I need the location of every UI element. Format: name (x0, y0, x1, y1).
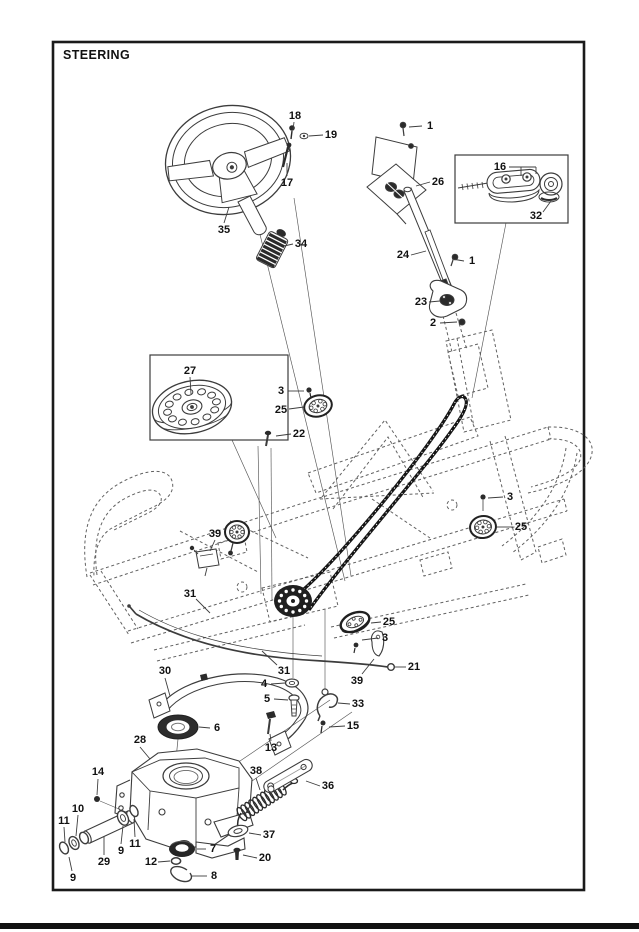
part-callout-19: 19 (324, 129, 338, 141)
part-callout-23: 23 (414, 296, 428, 308)
part-callout-9: 9 (69, 872, 77, 884)
bolt-13 (266, 711, 276, 734)
leader-line-12 (158, 861, 170, 862)
part-callout-16: 16 (493, 161, 507, 173)
part-callout-4: 4 (260, 678, 268, 690)
part-callout-31: 31 (277, 665, 291, 677)
pulley-detail-inset (147, 355, 288, 441)
leader-line-20 (243, 855, 257, 858)
part-callout-11: 11 (58, 815, 70, 827)
leader-line-37 (249, 833, 261, 835)
part-callout-27: 27 (183, 365, 197, 377)
part-callout-21: 21 (407, 661, 421, 673)
leader-line-25 (289, 407, 304, 409)
part-callout-26: 26 (431, 176, 445, 188)
page-title: STEERING (63, 48, 131, 62)
leader-line-6 (199, 727, 210, 728)
part-callout-30: 30 (158, 665, 172, 677)
part-callout-6: 6 (213, 722, 221, 734)
part-callout-25: 25 (514, 521, 528, 533)
part-callout-9: 9 (117, 845, 125, 857)
support-strap-30 (149, 674, 308, 756)
bolt-2 (459, 319, 465, 325)
part-callout-33: 33 (351, 698, 365, 710)
leader-line-3 (488, 497, 503, 498)
part-callout-14: 14 (91, 766, 105, 778)
part-callout-37: 37 (262, 829, 276, 841)
part-callout-36: 36 (321, 780, 335, 792)
part-callout-7: 7 (209, 843, 217, 855)
screw-20 (233, 848, 240, 860)
washer-11-left (58, 841, 70, 856)
part-callout-1: 1 (426, 120, 434, 132)
cable-end-eyelet (388, 664, 395, 671)
leader-line-9 (69, 857, 72, 871)
bolt-14 (94, 796, 100, 802)
leader-line-4 (271, 683, 285, 684)
part-callout-5: 5 (263, 693, 271, 705)
washer-4 (286, 679, 299, 687)
part-callout-3: 3 (381, 632, 389, 644)
hook-33 (317, 689, 337, 721)
leader-line-38 (256, 778, 260, 790)
part-callout-11: 11 (129, 838, 141, 850)
leader-line-1 (409, 126, 422, 127)
sensor-bracket-39-upper (190, 546, 219, 576)
leader-line-5 (274, 699, 288, 700)
link-bar-36 (262, 757, 315, 794)
leader-line-11 (64, 827, 65, 842)
part-callout-17: 17 (280, 177, 294, 189)
part-callout-24: 24 (396, 249, 410, 261)
part-callout-28: 28 (133, 734, 147, 746)
screw-1-upper (400, 122, 406, 128)
part-callout-18: 18 (288, 110, 302, 122)
steering-shaft-assembly (367, 122, 467, 325)
retaining-ring-8 (171, 867, 192, 882)
leader-line-31 (262, 651, 277, 665)
part-callout-8: 8 (210, 870, 218, 882)
leader-line-39 (362, 659, 374, 674)
part-callout-38: 38 (249, 765, 263, 777)
pivot-shaft-29 (82, 810, 137, 845)
leader-line-25 (371, 622, 381, 623)
leader-line-14 (97, 779, 98, 795)
leader-line-28 (140, 747, 150, 759)
idler-pulley-top (302, 392, 334, 420)
cap-7 (169, 841, 195, 857)
screw-18 (289, 125, 295, 131)
bolt-5 (289, 695, 299, 716)
leader-line-19 (309, 135, 323, 136)
leader-line-31 (196, 599, 210, 613)
leader-line-24 (411, 251, 426, 255)
part-callout-3: 3 (506, 491, 514, 503)
steering-sprocket (274, 585, 312, 617)
leader-line-10 (76, 815, 78, 836)
part-callout-10: 10 (71, 803, 85, 815)
ring-12 (171, 858, 180, 864)
idler-pulley-left (225, 521, 249, 555)
part-callout-22: 22 (292, 428, 306, 440)
screw-3-right (480, 494, 485, 499)
part-callout-13: 13 (264, 742, 278, 754)
part-callout-25: 25 (274, 404, 288, 416)
steering-chain (304, 397, 466, 610)
screw-3-top (306, 387, 311, 392)
bolt-17 (287, 143, 292, 148)
leader-line-33 (338, 703, 350, 704)
chain-detail-inset (455, 155, 568, 223)
part-callout-3: 3 (277, 385, 285, 397)
part-callout-34: 34 (294, 238, 308, 250)
page-bottom-rule (0, 923, 639, 929)
part-callout-32: 32 (529, 210, 543, 222)
part-callout-25: 25 (382, 616, 396, 628)
part-callout-31: 31 (183, 588, 197, 600)
part-callout-15: 15 (346, 720, 360, 732)
part-callout-2: 2 (429, 317, 437, 329)
leader-line-36 (306, 781, 320, 786)
part-callout-20: 20 (258, 852, 272, 864)
part-callout-12: 12 (144, 856, 158, 868)
leader-line-2 (440, 322, 457, 323)
part-callout-39: 39 (350, 675, 364, 687)
part-callout-35: 35 (217, 224, 231, 236)
part-callout-1: 1 (468, 255, 476, 267)
part-callout-29: 29 (97, 856, 111, 868)
idler-pulley-mid (338, 608, 373, 636)
part-callout-39: 39 (208, 528, 222, 540)
screw-3-mid (354, 643, 359, 648)
steering-wheel (154, 92, 302, 227)
idler-pulley-right (469, 514, 498, 539)
leader-line-30 (165, 678, 170, 696)
